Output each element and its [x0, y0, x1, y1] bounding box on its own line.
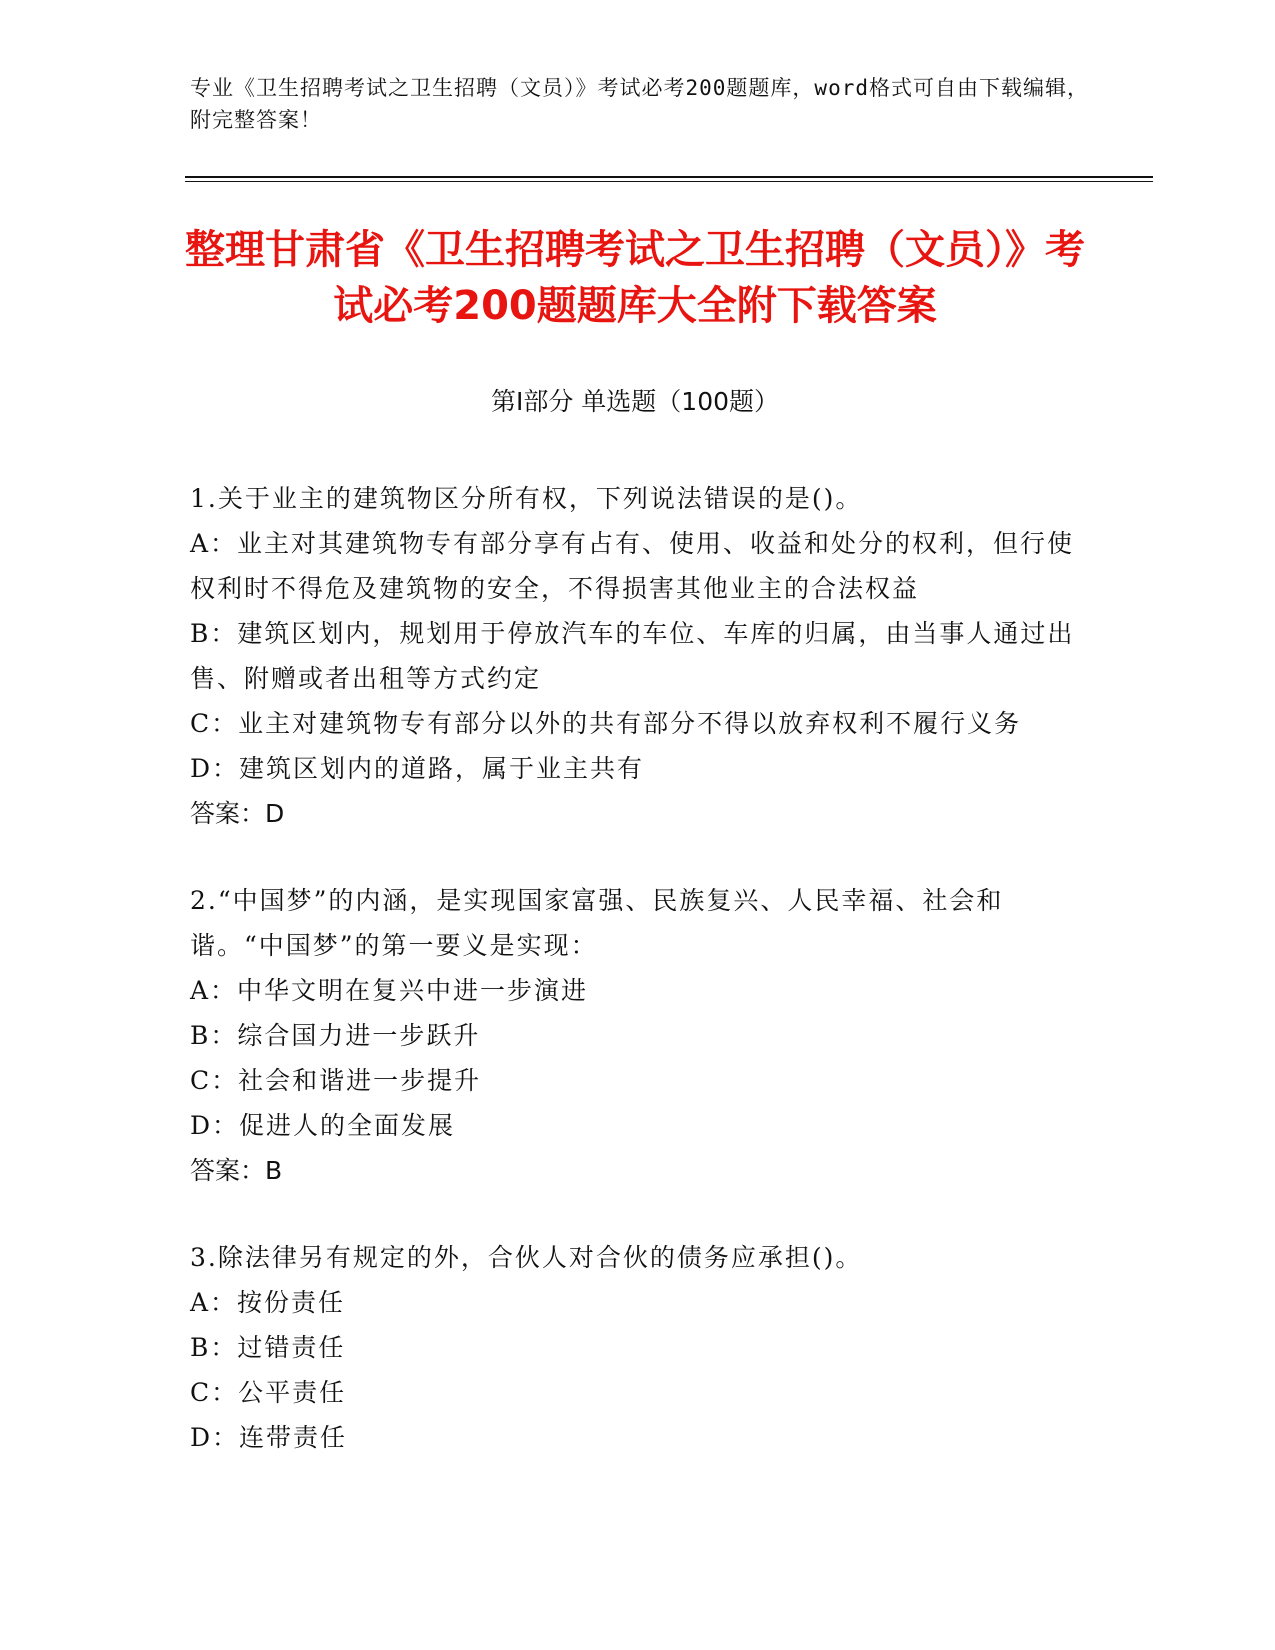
answer: 答案：D — [190, 799, 285, 828]
option-a: A：业主对其建筑物专有部分享有占有、使用、收益和处分的权利，但行使权利时不得危及建筑物的安全，不得损害其他业主的合法权益 — [190, 529, 1075, 603]
question-text: 3.除法律另有规定的外，合伙人对合伙的债务应承担()。 — [190, 1243, 863, 1272]
option-d: D：建筑区划内的道路，属于业主共有 — [190, 754, 645, 783]
answer: 答案：B — [190, 1156, 283, 1185]
question-list — [190, 476, 1080, 1502]
question-2 — [190, 878, 1080, 1193]
header-note: 专业《卫生招聘考试之卫生招聘（文员）》考试必考200题题库，word格式可自由下载编辑，附完整答案！ — [190, 76, 1089, 132]
option-d: D：促进人的全面发展 — [190, 1111, 456, 1140]
question-3 — [190, 1235, 1080, 1460]
document-title: 整理甘肃省《卫生招聘考试之卫生招聘（文员）》考试必考200题题库大全附下载答案 — [185, 227, 1085, 329]
header-divider-thick — [185, 176, 1153, 178]
option-c: C：公平责任 — [190, 1378, 347, 1407]
section-heading: 第Ⅰ部分 单选题（100题） — [490, 387, 780, 416]
option-a: A：按份责任 — [190, 1288, 346, 1317]
option-a: A：中华文明在复兴中进一步演进 — [190, 976, 589, 1005]
header-divider-thin — [185, 181, 1153, 182]
option-b: B：过错责任 — [190, 1333, 346, 1362]
option-c: C：社会和谐进一步提升 — [190, 1066, 482, 1095]
question-1 — [190, 476, 1080, 836]
option-d: D：连带责任 — [190, 1423, 348, 1452]
question-text: 2.“中国梦”的内涵，是实现国家富强、民族复兴、人民幸福、社会和谐。“中国梦”的第一要义是实现： — [190, 886, 1004, 960]
option-b: B：建筑区划内，规划用于停放汽车的车位、车库的归属，由当事人通过出售、附赠或者出租等方式约定 — [190, 619, 1075, 693]
option-b: B：综合国力进一步跃升 — [190, 1021, 481, 1050]
question-text: 1.关于业主的建筑物区分所有权，下列说法错误的是()。 — [190, 484, 863, 513]
option-c: C：业主对建筑物专有部分以外的共有部分不得以放弃权利不履行义务 — [190, 709, 1022, 738]
